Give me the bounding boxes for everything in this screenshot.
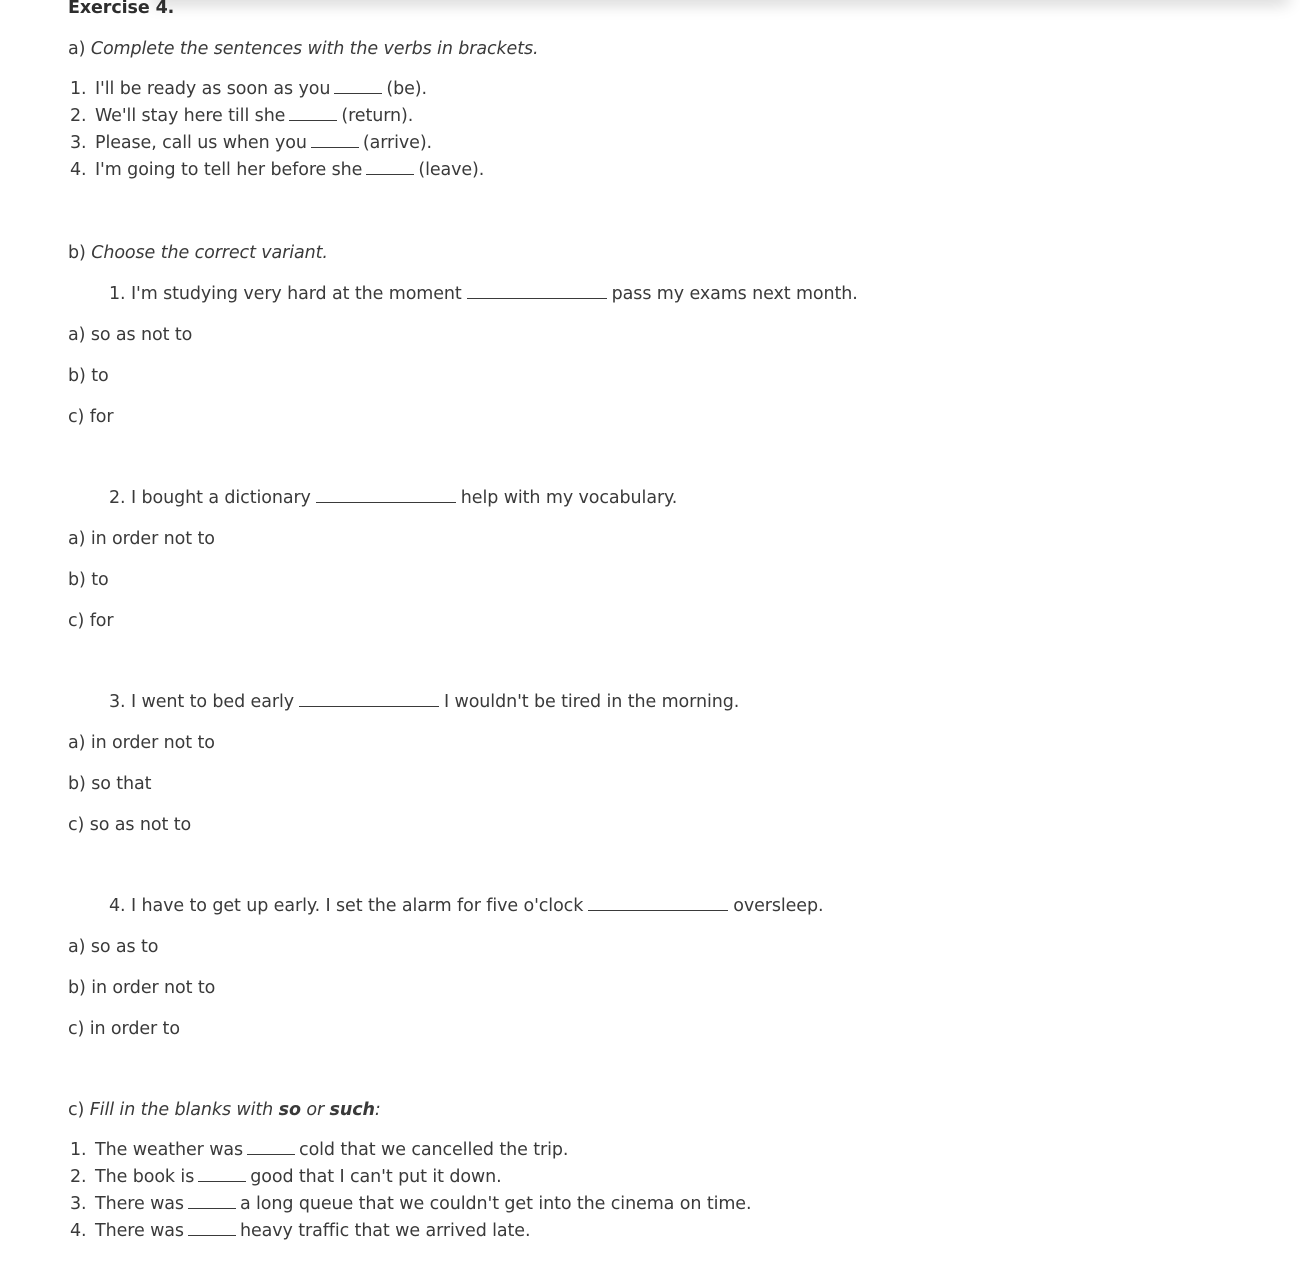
question-3-option-c[interactable]: c) so as not to [68,815,192,835]
part-a-list [70,76,484,184]
question-1-option-c[interactable]: c) for [68,407,114,427]
answer-blank[interactable] [311,132,359,148]
part-c-list [70,1137,751,1245]
question-4: 4. I have to get up early. I set the alarm for five o'clock oversleep. [109,896,824,916]
question-2: 2. I bought a dictionary help with my vocabulary. [109,488,678,508]
list-item: 4. There was heavy traffic that we arrived late. [70,1221,531,1241]
question-4-option-a[interactable]: a) so as to [68,937,159,957]
part-a-letter: a) [68,39,86,59]
answer-blank[interactable] [198,1166,246,1182]
answer-blank[interactable] [299,691,439,707]
question-3-option-a[interactable]: a) in order not to [68,733,215,753]
question-1-option-a[interactable]: a) so as not to [68,325,193,345]
answer-blank[interactable] [467,283,607,299]
part-a-instruction: Complete the sentences with the verbs in brackets. [90,39,539,59]
list-item: 4. I'm going to tell her before she (leave). [70,160,485,180]
part-a-heading [68,38,538,60]
answer-blank[interactable] [588,895,728,911]
question-3-option-b[interactable]: b) so that [68,774,152,794]
part-c-instruction: Fill in the blanks with so or such: [89,1100,381,1120]
question-2-option-b[interactable]: b) to [68,570,109,590]
exercise-title: Exercise 4. [68,0,175,18]
answer-blank[interactable] [289,105,337,121]
answer-blank[interactable] [188,1193,236,1209]
list-item: 1. The weather was cold that we cancelled the trip. [70,1140,569,1160]
list-item: 1. I'll be ready as soon as you (be). [70,79,427,99]
part-b-instruction: Choose the correct variant. [91,243,328,263]
part-c-letter: c) [68,1100,85,1120]
list-item: 2. The book is good that I can't put it down. [70,1167,502,1187]
answer-blank[interactable] [247,1139,295,1155]
part-b-letter: b) [68,243,86,263]
part-c-heading [68,1099,381,1121]
question-4-option-c[interactable]: c) in order to [68,1019,180,1039]
list-item: 2. We'll stay here till she (return). [70,106,414,126]
answer-blank[interactable] [316,487,456,503]
question-1: 1. I'm studying very hard at the moment pass my exams next month. [109,284,858,304]
answer-blank[interactable] [366,159,414,175]
question-3: 3. I went to bed early I wouldn't be tired in the morning. [109,692,740,712]
answer-blank[interactable] [188,1220,236,1236]
answer-blank[interactable] [334,78,382,94]
question-2-option-c[interactable]: c) for [68,611,114,631]
question-2-option-a[interactable]: a) in order not to [68,529,215,549]
list-item: 3. There was a long queue that we couldn't get into the cinema on time. [70,1194,752,1214]
part-b-heading [68,242,328,264]
list-item: 3. Please, call us when you (arrive). [70,133,433,153]
question-1-option-b[interactable]: b) to [68,366,109,386]
question-4-option-b[interactable]: b) in order not to [68,978,216,998]
